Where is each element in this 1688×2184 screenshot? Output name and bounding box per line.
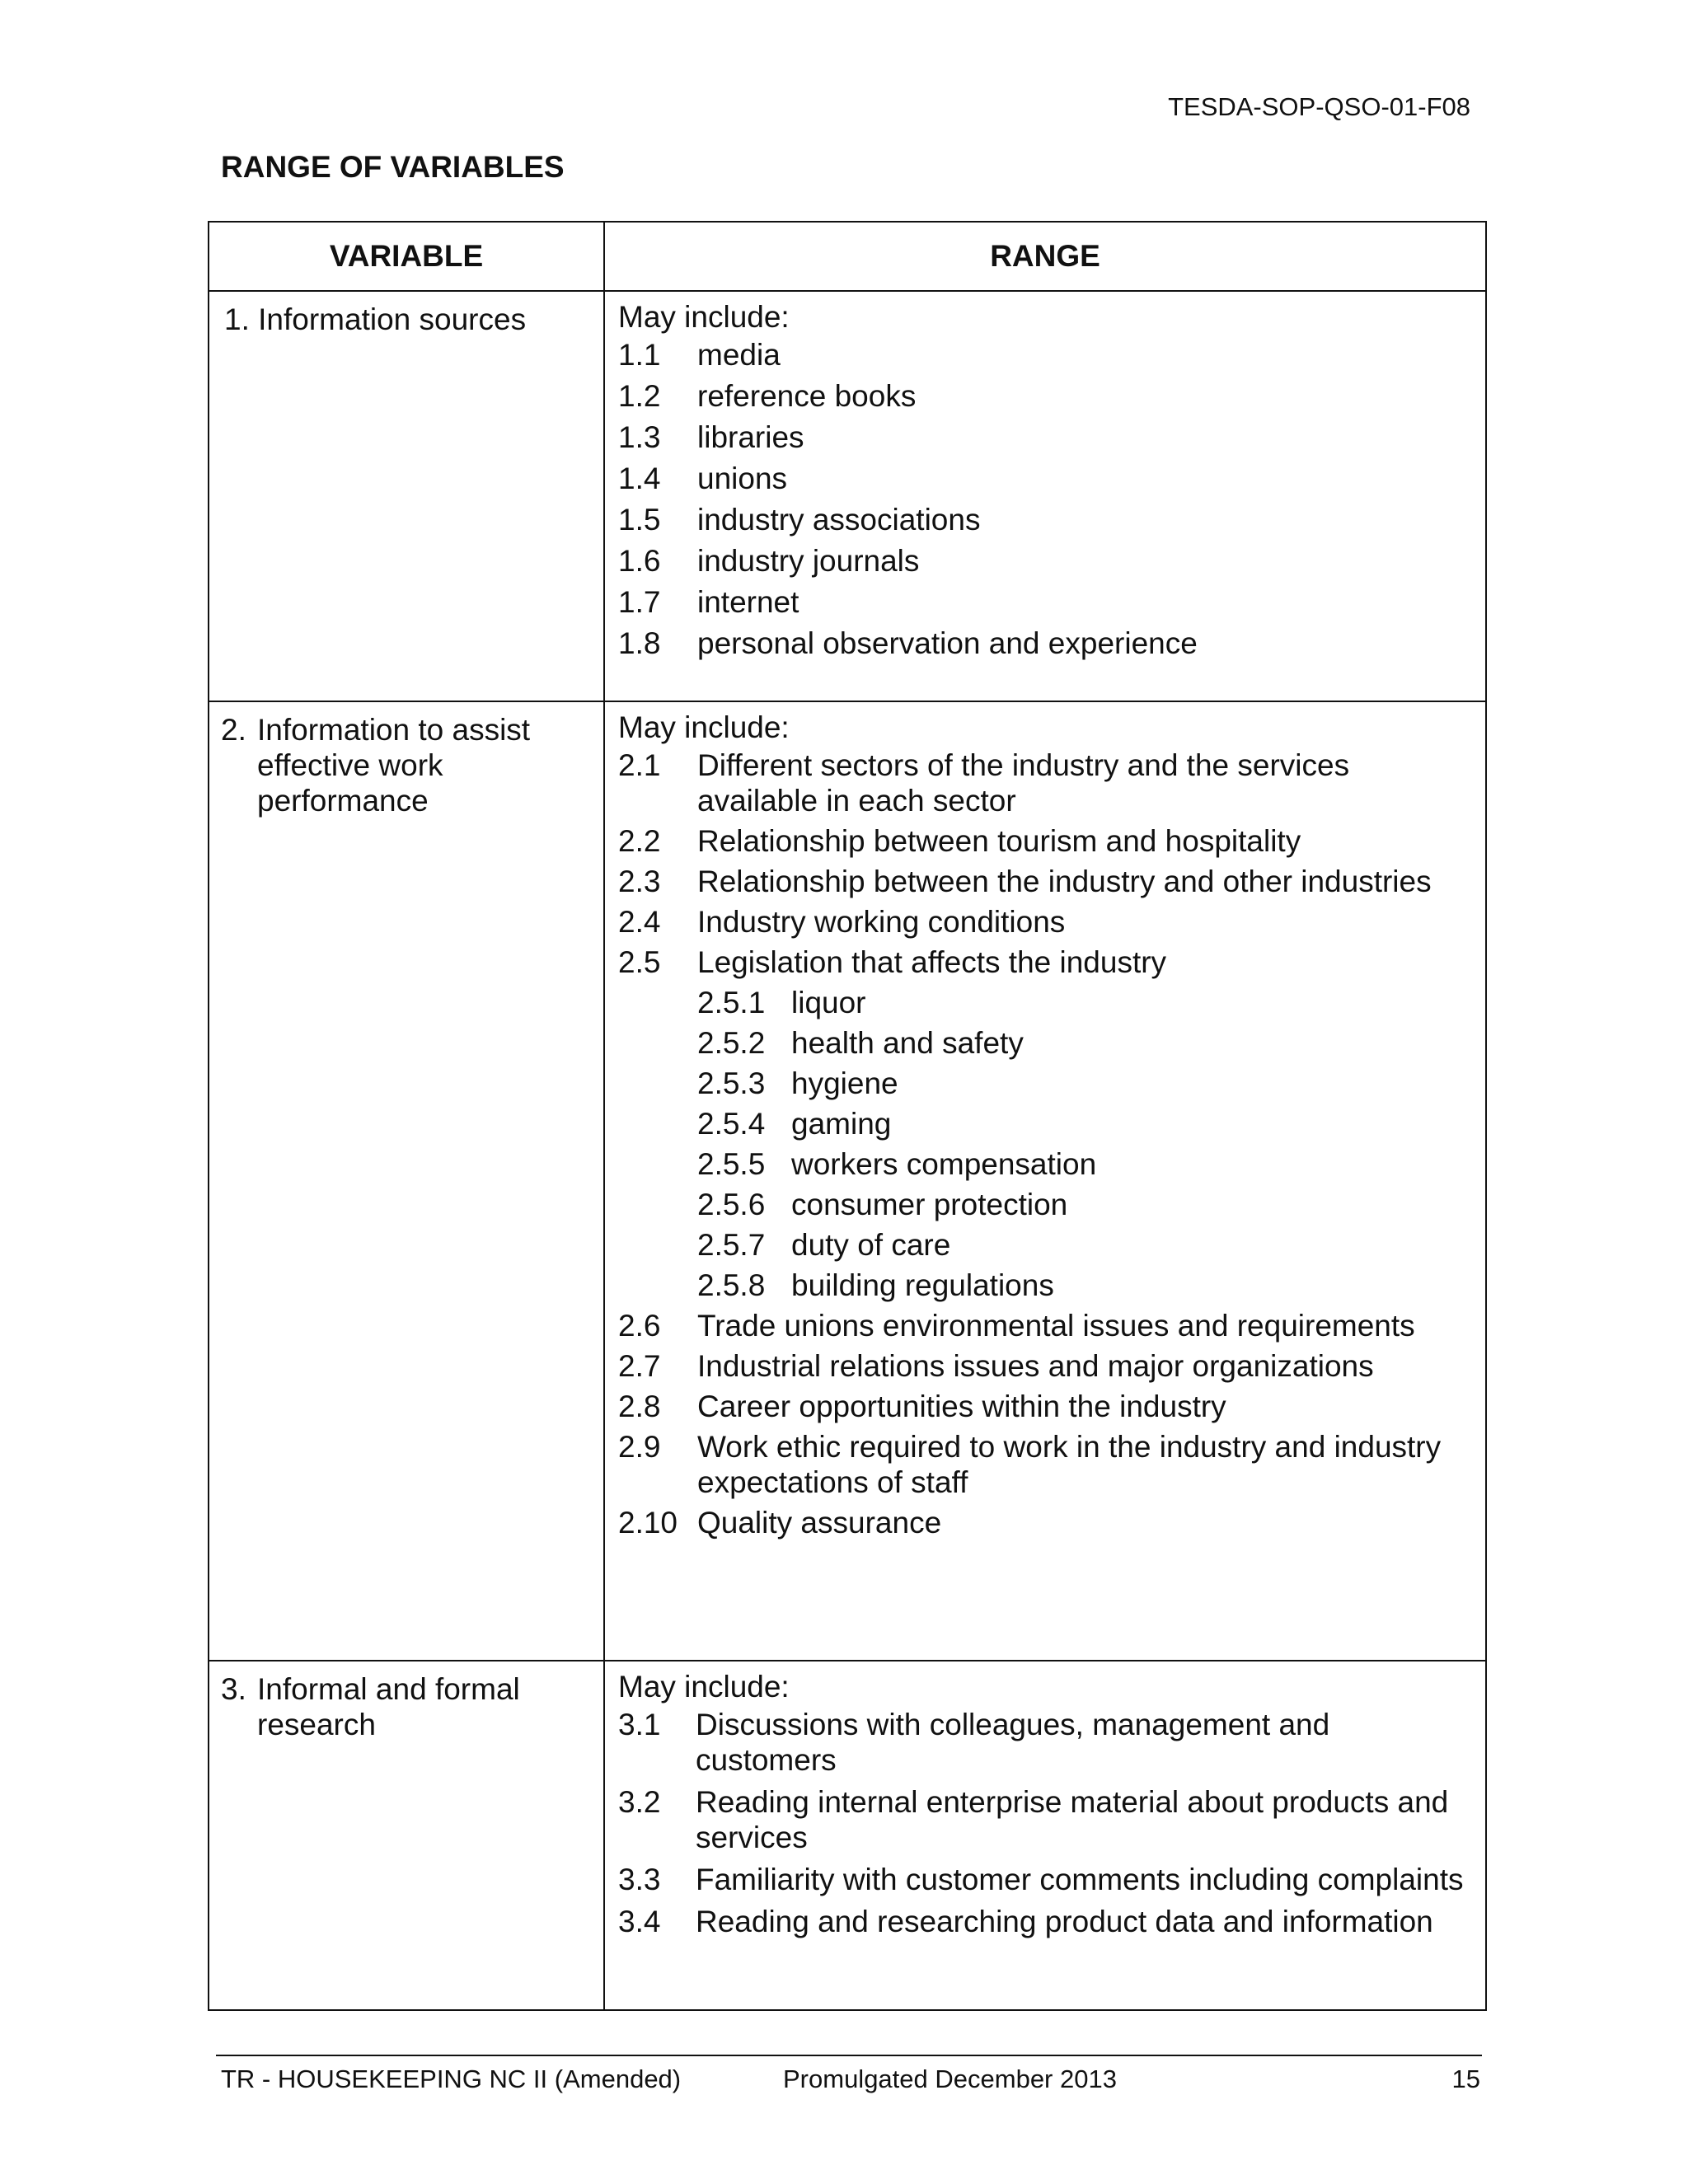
item-text: unions — [697, 462, 788, 495]
list-item — [618, 748, 1474, 818]
item-text: Work ethic required to work in the industry and industry expectations of staff — [697, 1430, 1442, 1499]
range-of-variables-table — [208, 221, 1487, 2011]
document-code: TESDA-SOP-QSO-01-F08 — [1168, 92, 1470, 121]
range-intro: May include: — [618, 1670, 790, 1704]
page-number: 15 — [1451, 2064, 1480, 2093]
item-number: 2.5.3 — [697, 1066, 766, 1100]
item-number: 2.8 — [618, 1390, 661, 1423]
item-text: industry journals — [697, 544, 920, 578]
variable-label: Informal and formal — [257, 1672, 520, 1706]
footer-document-title: TR - HOUSEKEEPING NC II (Amended) — [221, 2064, 682, 2093]
variable-label-line: effective work — [257, 748, 443, 782]
footer-divider — [216, 2055, 1482, 2056]
list-item — [618, 461, 1474, 496]
sub-list-item — [618, 1227, 1474, 1263]
list-item — [618, 626, 1474, 661]
item-text: internet — [697, 585, 799, 619]
list-item — [618, 502, 1474, 537]
range-cell — [604, 1661, 1486, 2010]
list-item — [618, 904, 1474, 940]
list-item — [618, 543, 1474, 579]
list-item — [618, 1505, 1474, 1540]
item-number: 2.9 — [618, 1430, 661, 1464]
list-item — [618, 1707, 1474, 1778]
item-number: 2.5.7 — [697, 1228, 766, 1262]
item-number: 2.5 — [618, 945, 661, 979]
item-text: Industrial relations issues and major organizations — [697, 1349, 1374, 1383]
item-text: gaming — [791, 1107, 892, 1141]
item-text: Industry working conditions — [697, 905, 1066, 939]
sub-list-item — [618, 1187, 1474, 1222]
variable-number: 2. — [221, 713, 246, 747]
variable-label: Information sources — [258, 302, 527, 336]
list-item — [618, 337, 1474, 373]
item-number: 1.7 — [618, 585, 661, 619]
item-number: 2.5.8 — [697, 1268, 766, 1302]
item-number: 2.2 — [618, 824, 661, 858]
sub-list-item — [618, 1146, 1474, 1182]
item-text: consumer protection — [791, 1188, 1068, 1221]
item-text: Legislation that affects the industry — [697, 945, 1167, 979]
item-text: Reading and researching product data and information — [696, 1905, 1433, 1938]
table-row — [209, 1661, 1486, 2010]
list-item — [618, 1904, 1474, 1939]
variable-cell — [209, 701, 604, 1661]
item-number: 2.6 — [618, 1309, 661, 1343]
variable-number: 3. — [221, 1672, 246, 1706]
item-text: Trade unions environmental issues and requirements — [697, 1309, 1415, 1343]
column-header-range: RANGE — [604, 222, 1486, 291]
item-text: hygiene — [791, 1066, 898, 1100]
footer-promulgation-date: Promulgated December 2013 — [783, 2064, 1117, 2093]
list-item — [618, 1308, 1474, 1343]
item-number: 2.5.4 — [697, 1107, 766, 1141]
item-text: personal observation and experience — [697, 626, 1198, 660]
item-text: Relationship between the industry and other industries — [697, 865, 1432, 898]
item-text: Familiarity with customer comments including complaints — [696, 1863, 1464, 1896]
table-header-row — [209, 222, 1486, 291]
variable-cell — [209, 1661, 604, 2010]
item-number: 2.1 — [618, 748, 661, 782]
column-header-variable: VARIABLE — [209, 222, 604, 291]
list-item — [618, 378, 1474, 414]
item-number: 2.5.2 — [697, 1026, 766, 1060]
variable-label-line: performance — [257, 784, 429, 818]
item-text: Reading internal enterprise material about products and services — [696, 1785, 1449, 1854]
item-text: Different sectors of the industry and the services available in each sector — [697, 748, 1350, 818]
item-number: 1.3 — [618, 420, 661, 454]
list-item — [618, 419, 1474, 455]
variable-label: Information to assist — [257, 713, 531, 747]
item-number: 1.4 — [618, 462, 661, 495]
range-intro: May include: — [618, 300, 790, 334]
item-number: 3.4 — [618, 1905, 661, 1938]
range-cell — [604, 291, 1486, 701]
variable-label-line — [221, 712, 592, 748]
variable-label-line — [221, 1671, 592, 1707]
sub-list-item — [618, 985, 1474, 1020]
variable-number: 1. — [224, 302, 250, 336]
item-text: media — [697, 338, 781, 372]
item-number: 2.7 — [618, 1349, 661, 1383]
item-number: 2.5.5 — [697, 1147, 766, 1181]
item-text: Career opportunities within the industry — [697, 1390, 1226, 1423]
item-number: 2.10 — [618, 1506, 678, 1540]
item-text: workers compensation — [791, 1147, 1097, 1181]
item-number: 2.5.1 — [697, 986, 766, 1019]
list-item — [618, 1862, 1474, 1897]
item-number: 2.5.6 — [697, 1188, 766, 1221]
item-number: 2.3 — [618, 865, 661, 898]
item-number: 3.1 — [618, 1708, 661, 1741]
variable-cell — [209, 291, 604, 701]
item-text: reference books — [697, 379, 917, 413]
list-item — [618, 1429, 1474, 1500]
item-number: 2.4 — [618, 905, 661, 939]
item-text: liquor — [791, 986, 866, 1019]
item-text: Quality assurance — [697, 1506, 942, 1540]
item-number: 1.6 — [618, 544, 661, 578]
item-number: 3.2 — [618, 1785, 661, 1819]
variable-label-line: research — [257, 1708, 376, 1741]
item-text: Discussions with colleagues, management and customers — [696, 1708, 1330, 1777]
list-item — [618, 944, 1474, 980]
page-title: RANGE OF VARIABLES — [221, 150, 565, 184]
table-row — [209, 701, 1486, 1661]
list-item — [618, 864, 1474, 899]
sub-list-item — [618, 1066, 1474, 1101]
list-item — [618, 823, 1474, 859]
item-number: 1.2 — [618, 379, 661, 413]
range-intro: May include: — [618, 710, 790, 744]
list-item — [618, 1389, 1474, 1424]
item-text: health and safety — [791, 1026, 1024, 1060]
list-item — [618, 584, 1474, 620]
item-text: libraries — [697, 420, 804, 454]
sub-list-item — [618, 1268, 1474, 1303]
list-item — [618, 1784, 1474, 1855]
item-number: 3.3 — [618, 1863, 661, 1896]
item-text: industry associations — [697, 503, 981, 537]
sub-list-item — [618, 1106, 1474, 1141]
list-item — [618, 1348, 1474, 1384]
item-number: 1.1 — [618, 338, 661, 372]
item-text: building regulations — [791, 1268, 1054, 1302]
item-text: Relationship between tourism and hospitality — [697, 824, 1301, 858]
item-number: 1.8 — [618, 626, 661, 660]
range-cell — [604, 701, 1486, 1661]
item-text: duty of care — [791, 1228, 951, 1262]
sub-list-item — [618, 1025, 1474, 1061]
table-row — [209, 291, 1486, 701]
item-number: 1.5 — [618, 503, 661, 537]
